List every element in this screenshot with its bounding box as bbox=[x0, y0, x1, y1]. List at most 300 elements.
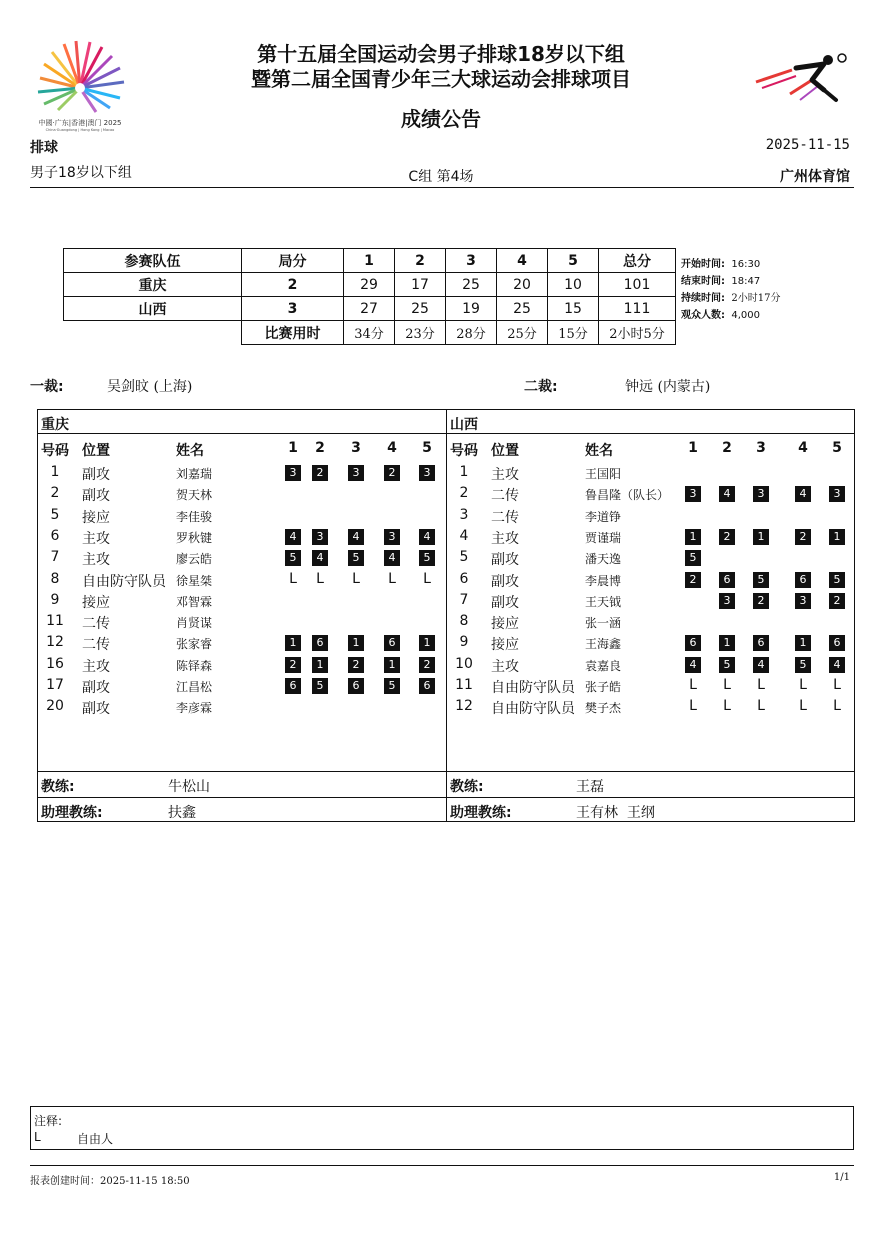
rotation-badge: 1 bbox=[753, 529, 769, 545]
rotation-badge: 4 bbox=[384, 550, 400, 566]
game-duration: 28分 bbox=[446, 321, 497, 345]
player-set-position bbox=[681, 677, 705, 693]
player-set-position bbox=[749, 485, 773, 502]
col-set3: 3 bbox=[351, 440, 361, 456]
rotation-badge: 6 bbox=[348, 678, 364, 694]
match-attendance bbox=[681, 307, 760, 324]
player-set-position bbox=[749, 528, 773, 545]
start-time: 16:30 bbox=[731, 259, 761, 270]
col-set2: 2 bbox=[722, 440, 732, 456]
col-name: 姓名 bbox=[585, 443, 613, 459]
title-line1: 第十五届全国运动会男子排球18岁以下组 bbox=[257, 42, 625, 66]
second-referee-label: 二裁: bbox=[524, 379, 558, 395]
player-position: 自由防守队员 bbox=[491, 701, 575, 718]
player-set-position bbox=[281, 634, 305, 651]
end-time: 18:47 bbox=[731, 276, 761, 287]
player-number: 5 bbox=[459, 549, 469, 566]
coach-label: 教练: bbox=[450, 779, 484, 795]
player-position: 二传 bbox=[82, 637, 110, 654]
rotation-badge: 3 bbox=[829, 486, 845, 502]
score-header-sets: 局分 bbox=[242, 249, 344, 273]
venue-label: 广州体育馆 bbox=[780, 169, 850, 185]
player-set-position bbox=[281, 549, 305, 566]
rotation-badge: 2 bbox=[419, 657, 435, 673]
player-position: 二传 bbox=[491, 488, 519, 505]
player-set-position bbox=[715, 634, 739, 651]
rotation-badge: 6 bbox=[795, 572, 811, 588]
player-position: 接应 bbox=[82, 594, 110, 611]
player-position: 主攻 bbox=[82, 552, 110, 569]
col-set1: 1 bbox=[688, 440, 698, 456]
player-position: 主攻 bbox=[491, 467, 519, 483]
title-line2: 暨第二届全国青少年三大球运动会排球项目 bbox=[251, 67, 631, 91]
player-set-position bbox=[681, 698, 705, 714]
player-name: 陈铎森 bbox=[176, 658, 213, 673]
player-set-position bbox=[380, 528, 404, 545]
player-set-position bbox=[415, 656, 439, 673]
rotation-badge: 2 bbox=[795, 529, 811, 545]
player-set-position bbox=[791, 656, 815, 673]
rotation-badge: 5 bbox=[419, 550, 435, 566]
team-roster-chongqing bbox=[38, 410, 446, 821]
player-set-position bbox=[825, 634, 849, 651]
player-position: 副攻 bbox=[491, 594, 519, 611]
player-number: 7 bbox=[50, 549, 60, 566]
player-set-position bbox=[749, 698, 773, 714]
player-position: 副攻 bbox=[82, 701, 110, 718]
player-set-position bbox=[681, 634, 705, 651]
col-set1: 1 bbox=[288, 440, 298, 456]
second-referee: 钟远 (内蒙古) bbox=[625, 379, 711, 395]
player-set-position bbox=[281, 464, 305, 481]
libero-marker: L bbox=[388, 570, 396, 587]
player-number: 9 bbox=[459, 634, 469, 651]
col-name: 姓名 bbox=[176, 443, 204, 459]
libero-marker: L bbox=[757, 677, 765, 693]
rotation-badge: 5 bbox=[795, 657, 811, 673]
player-set-position bbox=[380, 464, 404, 481]
player-set-position bbox=[380, 634, 404, 651]
player-position: 副攻 bbox=[491, 573, 519, 590]
player-set-position bbox=[344, 464, 368, 481]
rotation-badge: 5 bbox=[753, 572, 769, 588]
score-empty-cell bbox=[64, 321, 242, 345]
player-number: 17 bbox=[46, 677, 64, 693]
player-position: 主攻 bbox=[82, 658, 110, 675]
logo-text: 中國·广东|香港|澳门 2025 bbox=[38, 119, 122, 127]
player-number: 1 bbox=[459, 464, 469, 480]
player-set-position bbox=[380, 549, 404, 566]
col-set5: 5 bbox=[422, 440, 432, 456]
first-referee: 吴剑旼 (上海) bbox=[107, 379, 193, 395]
player-number: 11 bbox=[46, 613, 64, 630]
libero-marker: L bbox=[757, 698, 765, 715]
player-position: 副攻 bbox=[491, 552, 519, 569]
player-set-position bbox=[681, 485, 705, 502]
player-name: 刘嘉瑞 bbox=[176, 467, 213, 481]
libero-marker: L bbox=[352, 570, 360, 587]
first-referee-label: 一裁: bbox=[30, 379, 64, 395]
rotation-badge: 1 bbox=[685, 529, 701, 545]
player-name: 鲁昌隆（队长） bbox=[585, 488, 670, 503]
rotation-badge: 4 bbox=[795, 486, 811, 502]
col-set4: 4 bbox=[387, 440, 397, 456]
rotation-badge: 1 bbox=[419, 635, 435, 651]
player-name: 王天钺 bbox=[585, 594, 622, 609]
rotation-badge: 5 bbox=[285, 550, 301, 566]
rotation-badge: 1 bbox=[384, 657, 400, 673]
player-position: 接应 bbox=[491, 616, 519, 633]
player-number: 6 bbox=[50, 527, 60, 544]
player-set-position bbox=[344, 571, 368, 587]
col-position: 位置 bbox=[491, 443, 519, 459]
player-position: 二传 bbox=[82, 616, 110, 633]
coach-label: 教练: bbox=[41, 779, 75, 795]
assistant-coach-name: 王有林 王纲 bbox=[576, 805, 655, 821]
player-set-position bbox=[308, 656, 332, 673]
player-set-position bbox=[791, 698, 815, 714]
score-row-team2 bbox=[64, 297, 676, 321]
player-position: 副攻 bbox=[82, 467, 110, 483]
player-number: 6 bbox=[459, 570, 469, 587]
duration-meta-label: 持续时间: bbox=[681, 293, 725, 304]
player-name: 张家睿 bbox=[176, 637, 213, 652]
col-set2: 2 bbox=[315, 440, 325, 456]
score-game: 25 bbox=[497, 297, 548, 321]
player-position: 接应 bbox=[491, 637, 519, 654]
player-set-position bbox=[749, 571, 773, 588]
player-name: 李佳骏 bbox=[176, 509, 213, 524]
player-set-position bbox=[681, 571, 705, 588]
attendance-value: 4,000 bbox=[731, 310, 760, 321]
player-set-position bbox=[749, 656, 773, 673]
player-number: 20 bbox=[46, 698, 64, 715]
player-set-position bbox=[308, 549, 332, 566]
rotation-badge: 5 bbox=[829, 572, 845, 588]
rotation-badge: 1 bbox=[719, 635, 735, 651]
player-set-position bbox=[825, 592, 849, 609]
rotation-badge: 4 bbox=[348, 529, 364, 545]
player-set-position bbox=[825, 698, 849, 714]
rotation-badge: 4 bbox=[829, 657, 845, 673]
player-number: 8 bbox=[50, 570, 60, 587]
player-set-position bbox=[344, 634, 368, 651]
player-name: 肖贤谋 bbox=[176, 616, 213, 631]
rotation-badge: 2 bbox=[384, 465, 400, 481]
player-name: 张子皓 bbox=[585, 680, 622, 694]
score-header-game5: 5 bbox=[548, 249, 599, 273]
player-set-position bbox=[380, 656, 404, 673]
game-duration: 34分 bbox=[344, 321, 395, 345]
coach-name: 牛松山 bbox=[168, 779, 210, 795]
player-number: 9 bbox=[50, 591, 60, 608]
rotation-badge: 4 bbox=[719, 486, 735, 502]
roster-table bbox=[37, 409, 855, 822]
rotation-badge: 3 bbox=[312, 529, 328, 545]
score-game: 10 bbox=[548, 273, 599, 297]
player-set-position bbox=[281, 677, 305, 694]
player-number: 16 bbox=[46, 655, 64, 672]
score-header-team: 参赛队伍 bbox=[64, 249, 242, 273]
rotation-badge: 2 bbox=[285, 657, 301, 673]
player-number: 12 bbox=[46, 634, 64, 651]
rotation-badge: 5 bbox=[312, 678, 328, 694]
score-total: 111 bbox=[599, 297, 676, 321]
rotation-badge: 4 bbox=[685, 657, 701, 673]
player-set-position bbox=[715, 698, 739, 714]
player-set-position bbox=[344, 677, 368, 694]
footer-divider bbox=[30, 1165, 854, 1166]
score-row-team1 bbox=[64, 273, 676, 297]
player-position: 自由防守队员 bbox=[82, 573, 166, 590]
libero-marker: L bbox=[689, 698, 697, 715]
duration-label: 比赛用时 bbox=[242, 321, 344, 345]
rotation-badge: 4 bbox=[285, 529, 301, 545]
rotation-badge: 3 bbox=[384, 529, 400, 545]
notes-label: 注释: bbox=[34, 1114, 63, 1128]
player-set-position bbox=[825, 656, 849, 673]
team-roster-shanxi bbox=[447, 410, 855, 821]
score-game: 20 bbox=[497, 273, 548, 297]
player-number: 7 bbox=[459, 591, 469, 608]
player-position: 主攻 bbox=[82, 530, 110, 547]
player-set-position bbox=[344, 528, 368, 545]
player-number: 5 bbox=[50, 506, 60, 523]
rotation-badge: 3 bbox=[719, 593, 735, 609]
rotation-badge: 3 bbox=[795, 593, 811, 609]
libero-marker: L bbox=[799, 698, 807, 715]
player-set-position bbox=[380, 571, 404, 587]
rotation-badge: 5 bbox=[719, 657, 735, 673]
player-number: 3 bbox=[459, 506, 469, 523]
player-number: 2 bbox=[50, 485, 60, 502]
duration-time: 2小时17分 bbox=[731, 293, 781, 304]
team-name: 重庆 bbox=[41, 417, 69, 433]
player-name: 李彦霖 bbox=[176, 701, 213, 716]
end-label: 结束时间: bbox=[681, 276, 725, 287]
rotation-badge: 2 bbox=[753, 593, 769, 609]
libero-marker: L bbox=[723, 677, 731, 693]
player-name: 贾谨瑞 bbox=[585, 530, 622, 545]
player-name: 李晨博 bbox=[585, 573, 622, 588]
player-name: 潘天逸 bbox=[585, 552, 622, 567]
player-name: 樊子杰 bbox=[585, 701, 622, 716]
col-set3: 3 bbox=[756, 440, 766, 456]
player-position: 主攻 bbox=[491, 530, 519, 547]
score-game: 25 bbox=[446, 273, 497, 297]
libero-marker: L bbox=[833, 677, 841, 693]
libero-marker: L bbox=[316, 570, 324, 587]
libero-marker: L bbox=[833, 698, 841, 715]
match-date: 2025-11-15 bbox=[765, 137, 850, 153]
rotation-badge: 1 bbox=[312, 657, 328, 673]
col-position: 位置 bbox=[82, 443, 110, 459]
score-game: 19 bbox=[446, 297, 497, 321]
team-name: 山西 bbox=[450, 417, 478, 433]
player-set-position bbox=[380, 677, 404, 694]
rotation-badge: 6 bbox=[719, 572, 735, 588]
player-set-position bbox=[791, 528, 815, 545]
rotation-badge: 5 bbox=[685, 550, 701, 566]
rotation-badge: 2 bbox=[685, 572, 701, 588]
player-position: 副攻 bbox=[82, 680, 110, 696]
player-set-position bbox=[791, 592, 815, 609]
player-set-position bbox=[308, 528, 332, 545]
libero-marker: L bbox=[723, 698, 731, 715]
rotation-badge: 2 bbox=[719, 529, 735, 545]
coach-name: 王磊 bbox=[576, 779, 604, 795]
rotation-badge: 6 bbox=[753, 635, 769, 651]
player-set-position bbox=[344, 549, 368, 566]
score-team-name: 重庆 bbox=[64, 273, 242, 297]
category-label: 男子18岁以下组 bbox=[30, 165, 132, 181]
rotation-badge: 3 bbox=[685, 486, 701, 502]
score-table bbox=[63, 248, 676, 345]
player-set-position bbox=[681, 656, 705, 673]
player-name: 袁嘉良 bbox=[585, 658, 622, 673]
player-set-position bbox=[791, 485, 815, 502]
score-sets-won: 3 bbox=[242, 297, 344, 321]
score-header-game1: 1 bbox=[344, 249, 395, 273]
player-set-position bbox=[825, 485, 849, 502]
player-position: 接应 bbox=[82, 509, 110, 526]
col-set4: 4 bbox=[798, 440, 808, 456]
player-set-position bbox=[791, 634, 815, 651]
player-set-position bbox=[715, 528, 739, 545]
player-number: 11 bbox=[455, 677, 473, 693]
player-set-position bbox=[681, 528, 705, 545]
rotation-badge: 6 bbox=[419, 678, 435, 694]
player-set-position bbox=[281, 571, 305, 587]
assistant-coach-label: 助理教练: bbox=[41, 805, 103, 821]
player-set-position bbox=[715, 656, 739, 673]
score-header-total: 总分 bbox=[599, 249, 676, 273]
game-duration: 15分 bbox=[548, 321, 599, 345]
player-set-position bbox=[749, 677, 773, 693]
score-game: 25 bbox=[395, 297, 446, 321]
player-number: 4 bbox=[459, 527, 469, 544]
player-set-position bbox=[415, 549, 439, 566]
rotation-badge: 6 bbox=[384, 635, 400, 651]
rotation-badge: 6 bbox=[829, 635, 845, 651]
player-number: 2 bbox=[459, 485, 469, 502]
player-set-position bbox=[825, 677, 849, 693]
player-set-position bbox=[715, 485, 739, 502]
score-total: 101 bbox=[599, 273, 676, 297]
score-header-game2: 2 bbox=[395, 249, 446, 273]
rotation-badge: 3 bbox=[753, 486, 769, 502]
rotation-badge: 3 bbox=[348, 465, 364, 481]
player-name: 王国阳 bbox=[585, 467, 622, 481]
rotation-badge: 3 bbox=[419, 465, 435, 481]
libero-marker: L bbox=[289, 570, 297, 587]
score-duration-row bbox=[64, 321, 676, 345]
rotation-badge: 1 bbox=[829, 529, 845, 545]
player-name: 江昌松 bbox=[176, 680, 213, 694]
player-name: 廖云皓 bbox=[176, 552, 213, 567]
player-position: 副攻 bbox=[82, 488, 110, 505]
player-name: 邓智霖 bbox=[176, 594, 213, 609]
player-name: 张一涵 bbox=[585, 616, 622, 631]
player-set-position bbox=[715, 592, 739, 609]
game-duration: 23分 bbox=[395, 321, 446, 345]
player-name: 徐星桀 bbox=[176, 573, 213, 588]
score-team-name: 山西 bbox=[64, 297, 242, 321]
rotation-badge: 2 bbox=[312, 465, 328, 481]
score-game: 15 bbox=[548, 297, 599, 321]
player-set-position bbox=[415, 677, 439, 694]
player-set-position bbox=[825, 528, 849, 545]
player-name: 王海鑫 bbox=[585, 637, 622, 652]
player-set-position bbox=[281, 656, 305, 673]
player-set-position bbox=[415, 528, 439, 545]
score-game: 27 bbox=[344, 297, 395, 321]
header-divider bbox=[30, 187, 854, 188]
player-position: 自由防守队员 bbox=[491, 680, 575, 696]
score-game: 29 bbox=[344, 273, 395, 297]
notes-meaning: 自由人 bbox=[77, 1132, 114, 1146]
score-header-game3: 3 bbox=[446, 249, 497, 273]
group-match-label: C组 第4场 bbox=[408, 169, 474, 185]
player-set-position bbox=[308, 677, 332, 694]
col-number: 号码 bbox=[450, 443, 478, 459]
report-created-time: 报表创建时间：2025-11-15 18:50 bbox=[30, 1176, 190, 1187]
player-number: 1 bbox=[50, 464, 60, 480]
player-set-position bbox=[681, 549, 705, 566]
sport-label: 排球 bbox=[30, 140, 58, 156]
libero-marker: L bbox=[689, 677, 697, 693]
rotation-badge: 4 bbox=[419, 529, 435, 545]
rotation-badge: 5 bbox=[348, 550, 364, 566]
match-duration bbox=[681, 290, 780, 307]
assistant-coach-name: 扶鑫 bbox=[168, 805, 196, 821]
player-set-position bbox=[281, 528, 305, 545]
player-number: 12 bbox=[455, 698, 473, 715]
player-name: 罗秋键 bbox=[176, 530, 213, 545]
player-set-position bbox=[308, 571, 332, 587]
rotation-badge: 1 bbox=[795, 635, 811, 651]
rotation-badge: 3 bbox=[285, 465, 301, 481]
rotation-badge: 4 bbox=[312, 550, 328, 566]
player-set-position bbox=[791, 571, 815, 588]
player-set-position bbox=[308, 464, 332, 481]
player-set-position bbox=[749, 592, 773, 609]
player-name: 李道铮 bbox=[585, 509, 622, 524]
page-number: 1/1 bbox=[833, 1172, 850, 1183]
rotation-badge: 6 bbox=[685, 635, 701, 651]
player-set-position bbox=[791, 677, 815, 693]
game-duration: 25分 bbox=[497, 321, 548, 345]
score-sets-won: 2 bbox=[242, 273, 344, 297]
rotation-badge: 2 bbox=[829, 593, 845, 609]
total-duration: 2小时5分 bbox=[599, 321, 676, 345]
player-name: 贺天林 bbox=[176, 488, 213, 503]
page-subtitle: 成绩公告 bbox=[401, 107, 481, 131]
player-number: 10 bbox=[455, 655, 473, 672]
player-set-position bbox=[344, 656, 368, 673]
rotation-badge: 1 bbox=[285, 635, 301, 651]
match-start bbox=[681, 256, 760, 273]
player-position: 主攻 bbox=[491, 658, 519, 675]
rotation-badge: 6 bbox=[285, 678, 301, 694]
notes-key: L bbox=[34, 1130, 41, 1144]
player-set-position bbox=[415, 571, 439, 587]
attendance-label: 观众人数: bbox=[681, 310, 725, 321]
score-header-row bbox=[64, 249, 676, 273]
rotation-badge: 1 bbox=[348, 635, 364, 651]
start-label: 开始时间: bbox=[681, 259, 725, 270]
player-set-position bbox=[415, 634, 439, 651]
